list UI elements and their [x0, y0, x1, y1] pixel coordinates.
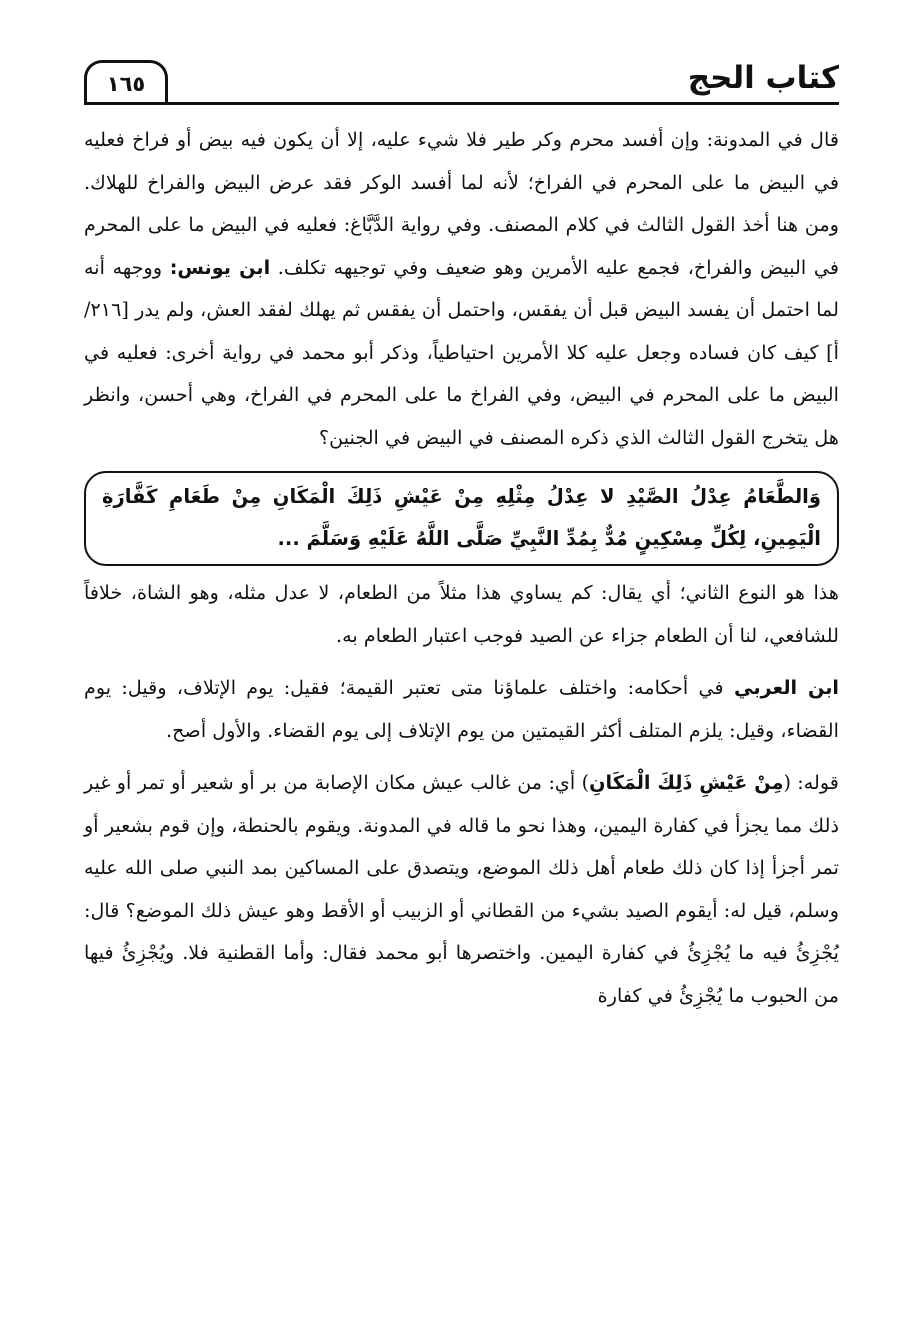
- paragraph-text: قوله: (: [783, 771, 839, 794]
- commentary-paragraph-2: [84, 572, 839, 657]
- page-header: [84, 46, 839, 105]
- page-number-box: [84, 60, 168, 105]
- paragraph-text: ) أي: من غالب عيش مكان الإصابة من بر أو شعير أو تمر أو غير ذلك مما يجزأ في كفارة اليمين، وهذا نحو ما قاله في المدونة. ويقوم بالحنطة، وإن قوم بشعير أو تمر أجزأ إذا كان ذلك طعام أهل ذلك الموضع، ويتصدق على المساكين بمد النبي صلى الله عليه وسلم، قيل له: أيقوم الصيد بشيء من القطاني أو الزبيب أو الأقط وهو عيش ذلك الموضع؟ قال: يُجْزِئُ فيه ما يُجْزِئُ في كفارة اليمين. واختصرها أبو محمد فقال: وأما القطنية فلا. ويُجْزِئُ فيها من الحبوب ما يُجْزِئُ في كفارة: [84, 771, 839, 1007]
- paragraph-text: قال في المدونة: وإن أفسد محرم وكر طير فلا شيء عليه، إلا أن يكون فيه بيض أو فراخ فعليه في البيض ما على المحرم في الفراخ؛ لأنه لما أفسد الوكر فقد عرض البيض والفراخ للهلاك. ومن هنا أخذ القول الثالث في كلام المصنف. وفي رواية الدَّبَّاغ: فعليه في البيض ما على المحرم في البيض والفراخ، فجمع عليه الأمرين وهو ضعيف وفي توجيهه تكلف.: [84, 128, 839, 279]
- paragraph-text: في أحكامه: واختلف علماؤنا متى تعتبر القيمة؛ فقيل: يوم الإتلاف، وقيل: يوم القضاء، وقيل: يلزم المتلف أكثر القيمتين من يوم الإتلاف إلى يوم القضاء. والأول أصح.: [84, 676, 839, 742]
- author-name-ibn-yunus: ابن يونس:: [169, 255, 271, 279]
- paragraph-text: ووجهه أنه لما احتمل أن يفسد البيض قبل أن يفقس، واحتمل أن يفقس ثم يهلك لفقد العش، ولم يدر [٢١٦/ أ] كيف كان فساده وجعل عليه كلا الأمرين احتياطياً، وذكر أبو محمد في رواية أخرى: فعليه في البيض ما على المحرم في البيض، وفي الفراخ ما على المحرم في الفراخ، وهي أحسن، وانظر هل يتخرج القول الثالث الذي ذكره المصنف في البيض في الجنين؟: [84, 255, 839, 449]
- commentary-paragraph-4: [84, 762, 839, 1017]
- author-name-ibn-al-arabi: ابن العربي: [733, 676, 839, 699]
- book-page: [84, 46, 839, 1017]
- commentary-paragraph-1: [84, 119, 839, 459]
- matn-quote: مِنْ عَيْشِ ذَلِكَ الْمَكَانِ: [589, 771, 784, 794]
- commentary-paragraph-3: [84, 667, 839, 752]
- paragraph-text: هذا هو النوع الثاني؛ أي يقال: كم يساوي هذا مثلاً من الطعام، لا عدل مثله، وهو الشاة، خلافاً للشافعي، لنا أن الطعام جزاء عن الصيد فوجب اعتبار الطعام به.: [84, 581, 839, 647]
- book-title: كتاب الحج: [687, 60, 839, 96]
- page-number: ١٦٥: [106, 72, 146, 96]
- matn-box: [84, 471, 839, 566]
- matn-text: وَالطَّعَامُ عِدْلُ الصَّيْدِ لا عِدْلُ مِثْلِهِ مِنْ عَيْشِ ذَلِكَ الْمَكَانِ مِنْ طَعَامِ كَفَّارَةِ الْيَمِينِ، لِكُلِّ مِسْكِينٍ مُدٌّ بِمُدِّ النَّبِيِّ صَلَّى اللَّهُ عَلَيْهِ وَسَلَّمَ ...: [102, 485, 821, 550]
